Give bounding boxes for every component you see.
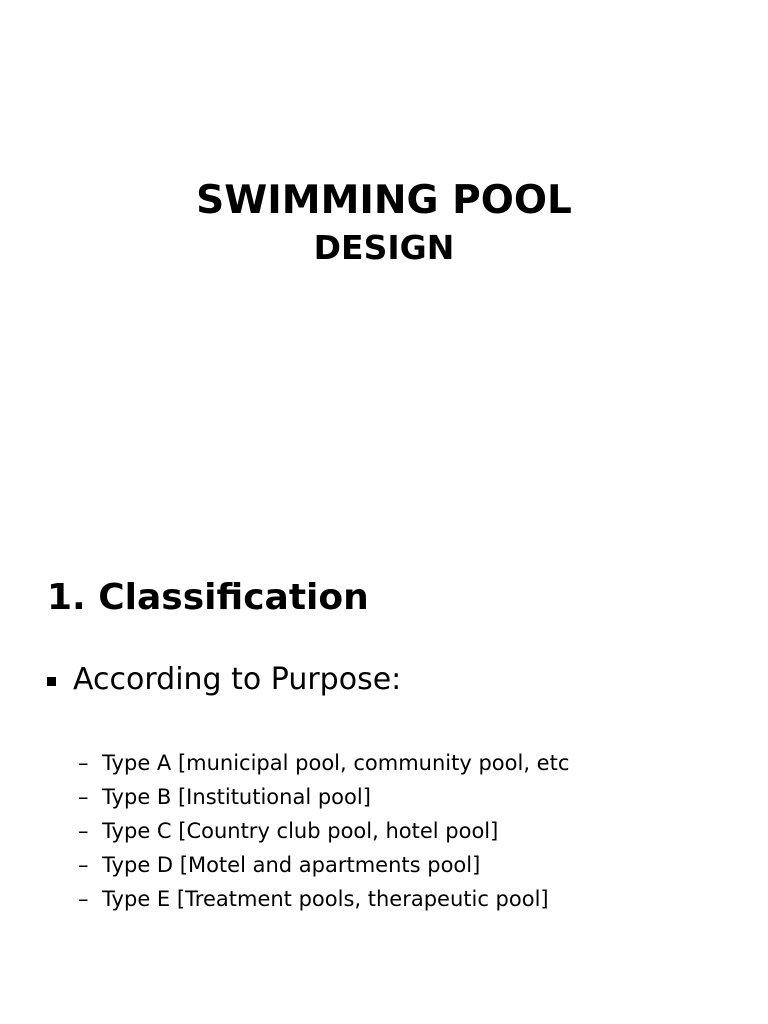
list-item-text: Type D [Motel and apartments pool] [102, 853, 481, 877]
bullet-text: According to Purpose: [73, 662, 402, 697]
list-item-text: Type C [Country club pool, hotel pool] [102, 819, 499, 843]
list-item [78, 746, 569, 780]
list-item-text: Type B [Institutional pool] [102, 785, 371, 809]
type-list [78, 746, 569, 916]
list-item-text: Type A [municipal pool, community pool, etc [102, 751, 570, 775]
list-item [78, 882, 569, 916]
square-bullet-icon [47, 677, 56, 686]
dash-marker: – [78, 819, 89, 843]
document-title: SWIMMING POOL [196, 178, 572, 223]
list-item [78, 848, 569, 882]
document-subtitle: DESIGN [313, 228, 455, 267]
dash-marker: – [78, 751, 89, 775]
list-item-text: Type E [Treatment pools, therapeutic pool] [102, 887, 549, 911]
dash-marker: – [78, 785, 89, 809]
bullet-item [47, 660, 401, 700]
list-item [78, 814, 569, 848]
list-item [78, 780, 569, 814]
dash-marker: – [78, 853, 89, 877]
section-heading: 1. Classification [47, 577, 369, 618]
title-block [0, 176, 768, 270]
dash-marker: – [78, 887, 89, 911]
